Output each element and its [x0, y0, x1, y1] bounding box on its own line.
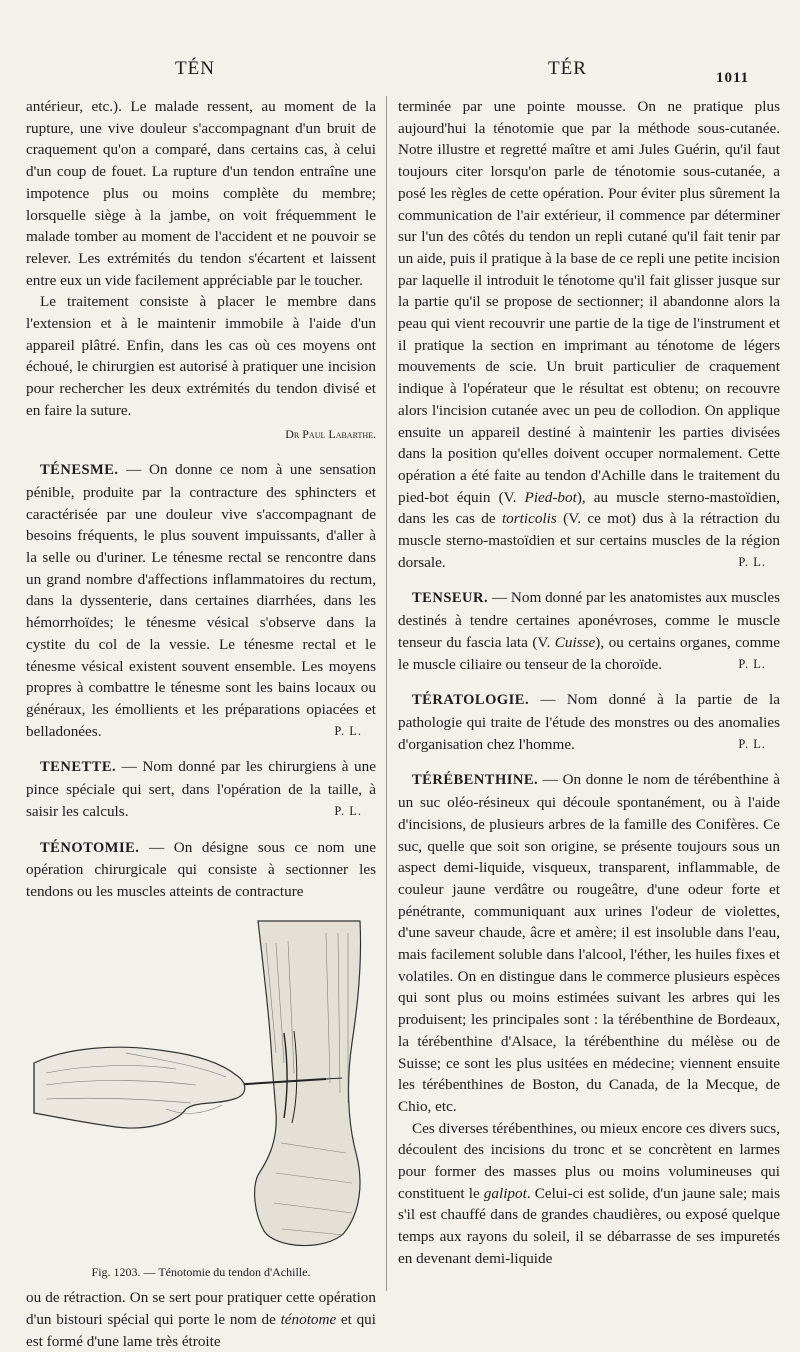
- term-tenotomie: TÉNOTOMIE.: [40, 839, 140, 856]
- tenotomie-cont-1: ou de rétraction. On se sert pour pratiquer cette opération d'un bistouri spécial qui porte le nom de: [26, 1289, 376, 1329]
- intro-paragraph-1: antérieur, etc.). Le malade ressent, au moment de la rupture, une vive douleur s'accompagnant d'un bruit de craquement qu'on a comparé, dans certains cas, à celui d'un coup de fouet. La rupture d'un tendon entraîne une impotence plus ou moins complète du membre; lorsquelle siège à la jambe, on voit fréquemment le malade tomber au moment de l'accident et ne pouvoir se relever. Les extrémités du tendon s'écartent et laissent entre eux un vide facilement appréciable par le toucher.: [26, 98, 376, 289]
- tenotome-term: ténotome: [280, 1311, 337, 1329]
- signature: Dr Paul Labarthe.: [285, 426, 376, 441]
- tenotomie-right-1: terminée par une pointe mousse. On ne pratique plus aujourd'hui la ténotomie que par la méthode sous-cutanée. Notre illustre et regretté maître et ami Jules Guérin, qu'il faut toujours citer lorsqu'on parle de ténotomie sous-cutanée, a posé les règles de cette opération. Pour éviter plus sûrement la communication de l'air extérieur, il commence par déterminer sur l'un des côtés du tendon un repli cutané qu'il fait tenir par un aide, puis il pratique à la base de ce repli une petite incision par laquelle il introduit le ténotome qu'il fait glisser jusque sur la partie qu'il se propose de sectionner; il abandonne alors la peau qui vient recouvrir une partie de la tige de l'instrument et il pratique la section en imprimant au ténotome de légers mouvements de scie. Un bruit particulier de craquement indique à l'opérateur que le résultat est obtenu; on recouvre alors l'incision cutanée avec un peu de collodion. On applique ensuite un appareil destiné à maintenir les parties divisées dans la position qu'elles doivent occuper normalement. Cette opération a été faite au tendon d'Achille dans le traitement du pied-bot équin (V.: [398, 98, 780, 506]
- link-cuisse: Cuisse: [554, 633, 596, 651]
- tenotomie-right-2: ), au muscle sterno-mastoïdien, dans les cas de: [398, 488, 780, 528]
- intro-paragraph-2: Le traitement consiste à placer le membre dans l'extension et à le maintenir immobile à l'aide d'un appareil plâtré. Enfin, dans les cas où ces moyens ont échoué, le chirurgien est autorisé à pratiquer une incision pour rechercher les deux extrémités du tendon divisé et en faire la suture.: [26, 293, 376, 419]
- term-tenseur: TENSEUR.: [412, 590, 489, 607]
- teratologie-body: — Nom donné à la partie de la pathologie qui traite de l'étude des monstres ou des anomalies d'organisation chez l'homme.: [398, 691, 780, 753]
- right-column: [398, 96, 780, 1270]
- tenesme-body: — On donne ce nom à une sensation pénible, produite par la contracture des sphincters et caractérisée par une douleur vive s'accompagnant de besoins fréquents, le plus souvent impuissants, d'aller à la selle ou d'uriner. Le ténesme rectal se rencontre dans un grand nombre d'affections inflammatoires du rectum, dans la dyssenterie, dans certaines diarrhées, dans les hémorrhoïdes; le ténesme vésical s'observe dans la cystite du col de la vessie. Le ténesme rectal et le ténesme vésical existent souvent ensemble. Les moyens propres à combattre le ténesme sont les bains locaux ou généraux, les émollients et les préparations opiacées et belladonées.: [26, 461, 376, 740]
- page-number: 1011: [716, 70, 750, 86]
- entry-tenesme: [26, 459, 376, 742]
- figure-tenotomy-achilles: [26, 913, 376, 1258]
- entry-tenseur: [398, 587, 780, 675]
- entry-teratologie: [398, 689, 780, 755]
- tenette-author: P. L.: [334, 803, 362, 818]
- terebenthine-body-3: . Celui-ci est solide, d'un jaune sale; mais s'il est chauffé dans de grandes chaudières, ou exposé quelque temps aux rayons du soleil, il se débarrasse de ses impuretés en devenant demi-liquide: [398, 1184, 780, 1267]
- link-torticolis: torticolis: [501, 510, 557, 528]
- term-tenesme: TÉNESME.: [40, 462, 119, 479]
- tenseur-body-1: — Nom donné par les anatomistes aux muscles destinés à tendre certaines aponévroses, comme le muscle tenseur du fascia lata (V.: [398, 589, 781, 651]
- galipot-term: galipot: [483, 1184, 527, 1202]
- term-terebenthine: TÉRÉBENTHINE.: [412, 772, 539, 789]
- tenotomie-right-paragraph: [398, 96, 780, 573]
- terebenthine-body-1: — On donne le nom de térébenthine à un suc oléo-résineux qui découle spontanément, ou à l'aide d'incisions, de plusieurs arbres de la famille des Conifères. Ce suc, quelle que soit son origine, se présente toujours sous un aspect demi-liquide, visqueux, transparent, inflammable, de couleur jaune verdâtre ou rougeâtre, d'une odeur forte et pénétrante, communiquant aux urines l'odeur de violettes, d'une saveur chaude, âcre et amère; il est insoluble dans l'eau, mais facilement soluble dans l'alcool, l'éther, les huiles fixes et volatiles. On en distingue dans le commerce plusieurs espèces qui sont plus ou moins estimées suivant les arbres qui les produisent; les principales sont : la térébenthine de Bordeaux, la térébenthine d'Alsace, la térébenthine du mélèse ou de Suisse; ce sont les plus usitées en médecine; viennent ensuite les térébenthines de Boston, du Canada, de la Mecque, de Chio, etc.: [398, 771, 780, 1115]
- entry-tenotomie: [26, 837, 376, 903]
- tenette-body: — Nom donné par les chirurgiens à une pince spéciale qui sert, dans l'opération de la taille, à saisir les calculs.: [26, 758, 376, 820]
- teratologie-author: P. L.: [738, 736, 766, 751]
- entry-tenette: [26, 756, 376, 822]
- tenotomie-cont-2: et qui est formé d'une lame très étroite: [26, 1311, 376, 1350]
- tenesme-author: P. L.: [334, 723, 362, 738]
- left-column: [26, 96, 376, 1352]
- tenotomie-continuation: [26, 1287, 376, 1352]
- running-head-right: TÉR: [548, 58, 587, 79]
- terebenthine-body-2: Ces diverses térébenthines, ou mieux encore ces divers sucs, découlent des incisions du tronc et se concrètent en larmes pour former des masses plus ou moins volumineuses qui constituent le: [398, 1119, 780, 1202]
- column-rule: [386, 96, 387, 1291]
- achilles-tenotomy-illustration: [26, 913, 376, 1258]
- terebenthine-paragraph-2: [398, 1118, 780, 1270]
- term-teratologie: TÉRATOLOGIE.: [412, 692, 530, 709]
- tenseur-body-2: ), ou certains organes, comme le muscle ciliaire ou tenseur de la choroïde.: [398, 633, 780, 673]
- tenotomie-body: — On désigne sous ce nom une opération chirurgicale qui consiste à sectionner les tendons ou les muscles atteints de contracture: [26, 838, 376, 900]
- term-tenette: TENETTE.: [40, 759, 117, 776]
- link-pied-bot: Pied-bot: [524, 488, 577, 506]
- figure-caption: Fig. 1203. — Ténotomie du tendon d'Achille.: [91, 1264, 311, 1279]
- tenotomie-right-3: (V. ce mot) dus à la rétraction du muscle sterno-mastoïdien et sur certains muscles de la région dorsale.: [398, 510, 780, 571]
- tenotomie-author: P. L.: [738, 554, 766, 569]
- entry-terebenthine: [398, 769, 780, 1269]
- tenseur-author: P. L.: [738, 656, 766, 671]
- running-head-left: TÉN: [175, 58, 215, 79]
